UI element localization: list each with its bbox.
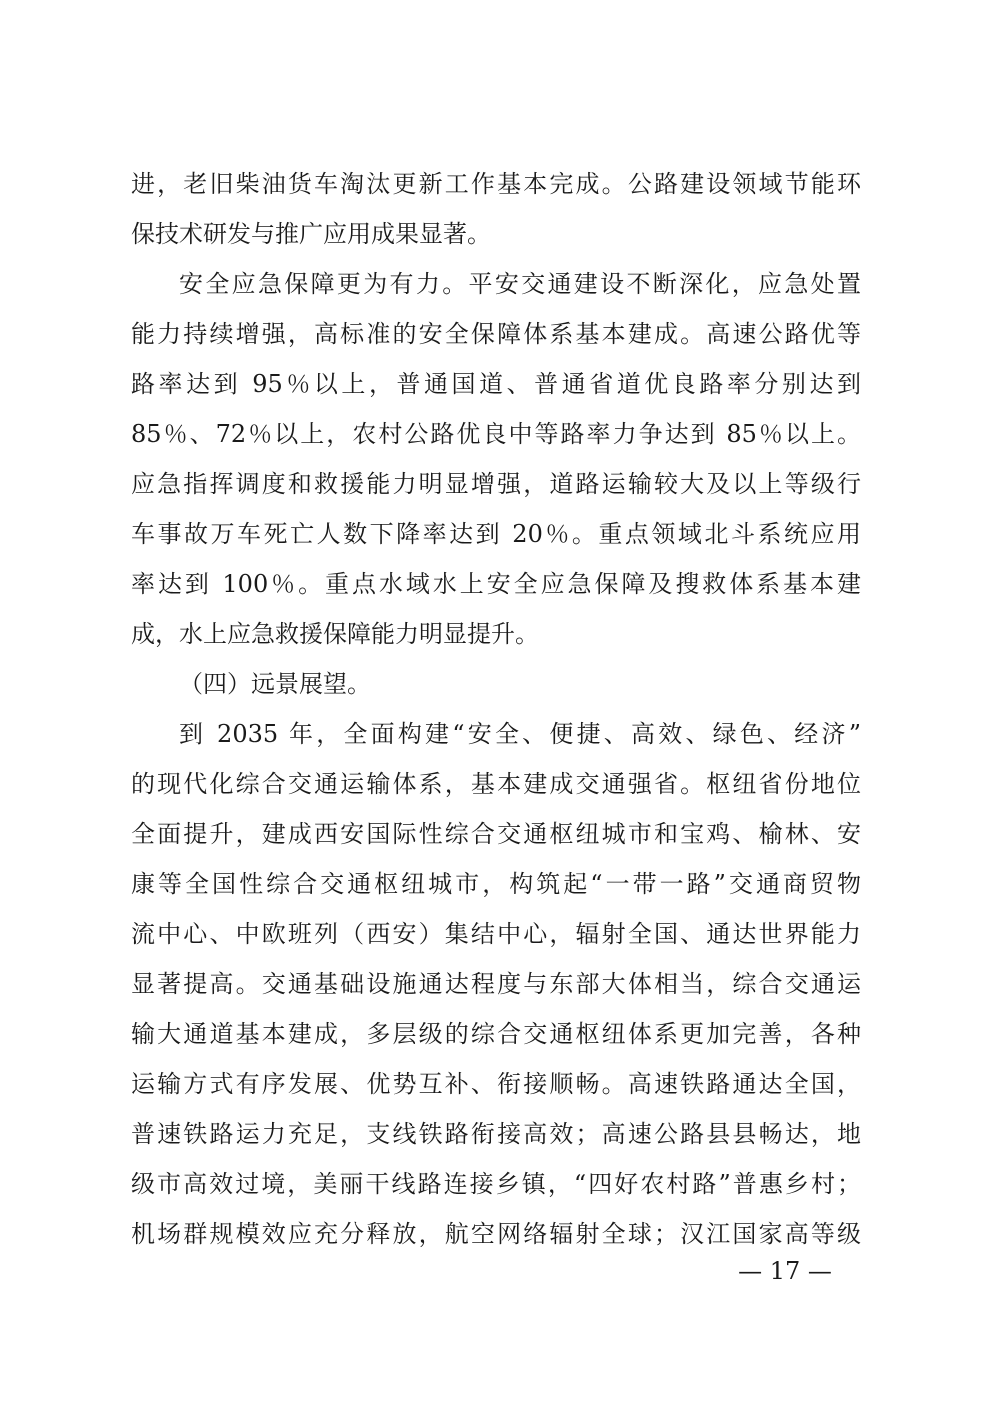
- text-line: 显著提高。交通基础设施通达程度与东部大体相当，综合交通运: [131, 970, 861, 998]
- text-line: 成，水上应急救援保障能力明显提升。: [131, 620, 539, 648]
- text-line: 车事故万车死亡人数下降率达到 20％。重点领域北斗系统应用: [131, 520, 861, 548]
- text-line: 普速铁路运力充足，支线铁路衔接高效；高速公路县县畅达，地: [131, 1120, 861, 1148]
- text-line: 输大通道基本建成，多层级的综合交通枢纽体系更加完善，各种: [131, 1020, 861, 1048]
- text-line: 应急指挥调度和救援能力明显增强，道路运输较大及以上等级行: [131, 470, 861, 498]
- page-number: — 17 —: [738, 1257, 832, 1285]
- text-line: 流中心、中欧班列（西安）集结中心，辐射全国、通达世界能力: [131, 920, 861, 948]
- paragraph-first-line: 到 2035 年，全面构建“安全、便捷、高效、绿色、经济”: [179, 720, 861, 748]
- text-line: 保技术研发与推广应用成果显著。: [131, 220, 491, 248]
- text-line: 率达到 100％。重点水域水上安全应急保障及搜救体系基本建: [131, 570, 861, 598]
- text-line: 康等全国性综合交通枢纽城市，构筑起“一带一路”交通商贸物: [131, 870, 861, 898]
- text-line: 能力持续增强，高标准的安全保障体系基本建成。高速公路优等: [131, 320, 861, 348]
- paragraph-first-line: 安全应急保障更为有力。平安交通建设不断深化，应急处置: [179, 270, 861, 298]
- text-line: 路率达到 95％以上，普通国道、普通省道优良路率分别达到: [131, 370, 861, 398]
- text-line: 全面提升，建成西安国际性综合交通枢纽城市和宝鸡、榆林、安: [131, 820, 861, 848]
- section-heading: （四）远景展望。: [179, 670, 371, 698]
- text-line: 85％、72％以上，农村公路优良中等路率力争达到 85％以上。: [131, 420, 861, 448]
- text-line: 机场群规模效应充分释放，航空网络辐射全球；汉江国家高等级: [131, 1220, 861, 1248]
- text-line: 运输方式有序发展、优势互补、衔接顺畅。高速铁路通达全国，: [131, 1070, 861, 1098]
- text-line: 级市高效过境，美丽干线路连接乡镇，“四好农村路”普惠乡村；: [131, 1170, 861, 1198]
- text-line: 进，老旧柴油货车淘汰更新工作基本完成。公路建设领域节能环: [131, 170, 861, 198]
- text-line: 的现代化综合交通运输体系，基本建成交通强省。枢纽省份地位: [131, 770, 861, 798]
